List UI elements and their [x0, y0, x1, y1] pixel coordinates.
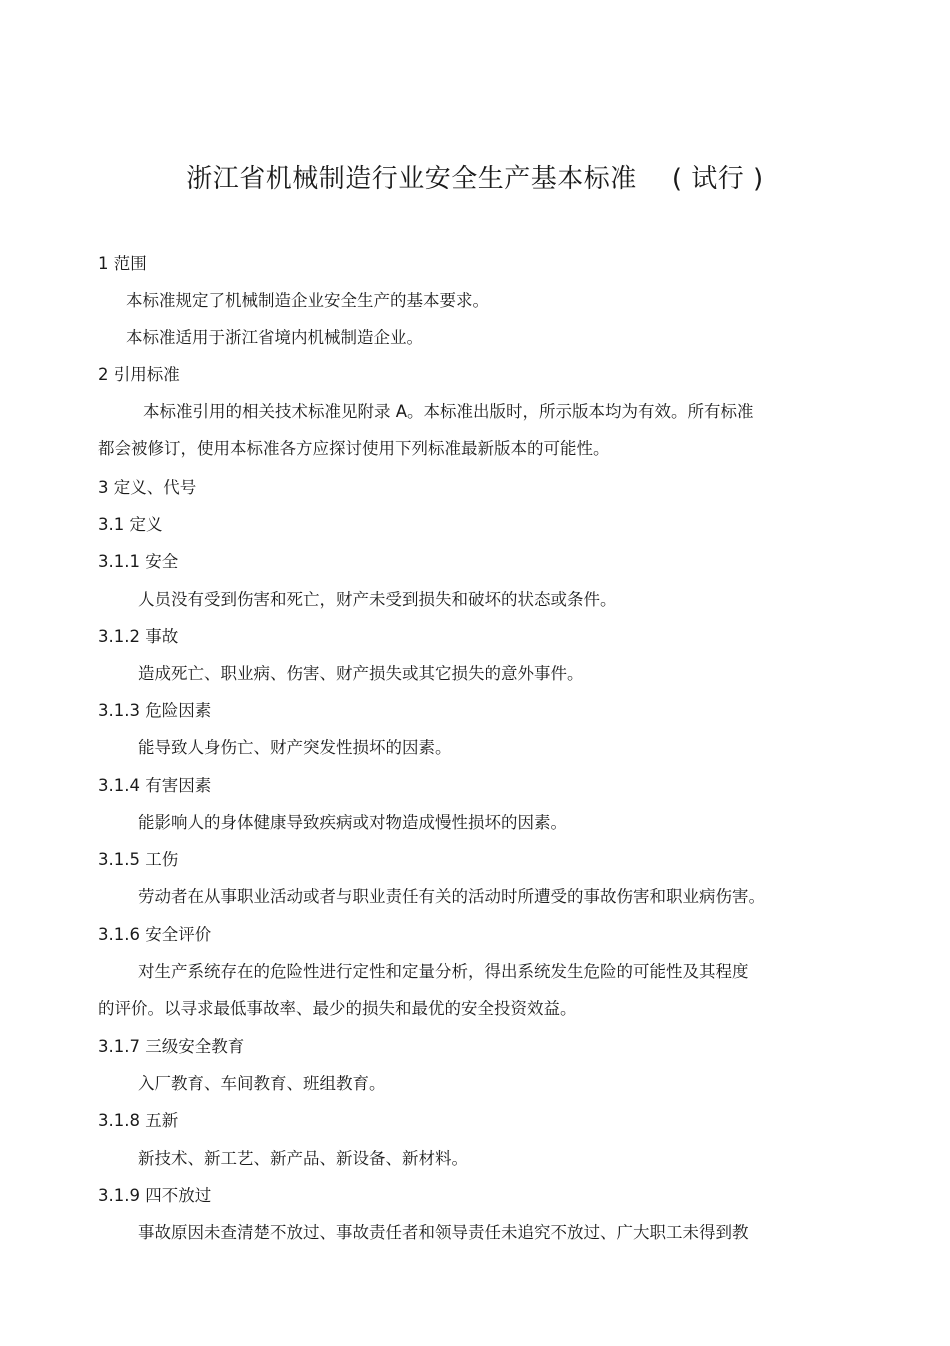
term-definition-continued: 的评价。以寻求最低事故率、最少的损失和最优的安全投资效益。: [98, 999, 577, 1018]
paragraph-line: 都会被修订，使用本标准各方应探讨使用下列标准最新版本的可能性。: [98, 439, 610, 458]
term-heading: 3.1.2 事故: [98, 627, 179, 646]
subsection-heading: 3.1 定义: [98, 515, 163, 534]
section-heading-scope: 1 范围: [98, 254, 147, 273]
document-title: 浙江省机械制造行业安全生产基本标准 ( 试行 ): [186, 164, 764, 194]
term-definition: 对生产系统存在的危险性进行定性和定量分析，得出系统发生危险的可能性及其程度: [138, 962, 749, 981]
section-heading-references: 2 引用标准: [98, 365, 180, 384]
term-definition: 造成死亡、职业病、伤害、财产损失或其它损失的意外事件。: [138, 664, 584, 683]
term-definition: 劳动者在从事职业活动或者与职业责任有关的活动时所遭受的事故伤害和职业病伤害。: [138, 887, 765, 906]
term-definition: 事故原因未查清楚不放过、事故责任者和领导责任未追究不放过、广大职工未得到教: [138, 1223, 749, 1242]
paragraph-line: 本标准适用于浙江省境内机械制造企业。: [126, 328, 423, 347]
term-heading: 3.1.7 三级安全教育: [98, 1037, 245, 1056]
term-definition: 人员没有受到伤害和死亡，财产未受到损失和破坏的状态或条件。: [138, 590, 617, 609]
term-heading: 3.1.6 安全评价: [98, 925, 212, 944]
term-heading: 3.1.1 安全: [98, 552, 179, 571]
term-heading: 3.1.5 工伤: [98, 850, 179, 869]
paragraph-line: 本标准引用的相关技术标准见附录 A。本标准出版时，所示版本均为有效。所有标准: [143, 402, 754, 421]
term-definition: 新技术、新工艺、新产品、新设备、新材料。: [138, 1149, 468, 1168]
term-heading: 3.1.4 有害因素: [98, 776, 212, 795]
term-heading: 3.1.9 四不放过: [98, 1186, 212, 1205]
term-heading: 3.1.8 五新: [98, 1111, 179, 1130]
term-heading: 3.1.3 危险因素: [98, 701, 212, 720]
term-definition: 能导致人身伤亡、财产突发性损坏的因素。: [138, 738, 452, 757]
section-heading-definitions: 3 定义、代号: [98, 478, 197, 497]
paragraph-line: 本标准规定了机械制造企业安全生产的基本要求。: [126, 291, 489, 310]
term-definition: 入厂教育、车间教育、班组教育。: [138, 1074, 386, 1093]
term-definition: 能影响人的身体健康导致疾病或对物造成慢性损坏的因素。: [138, 813, 567, 832]
